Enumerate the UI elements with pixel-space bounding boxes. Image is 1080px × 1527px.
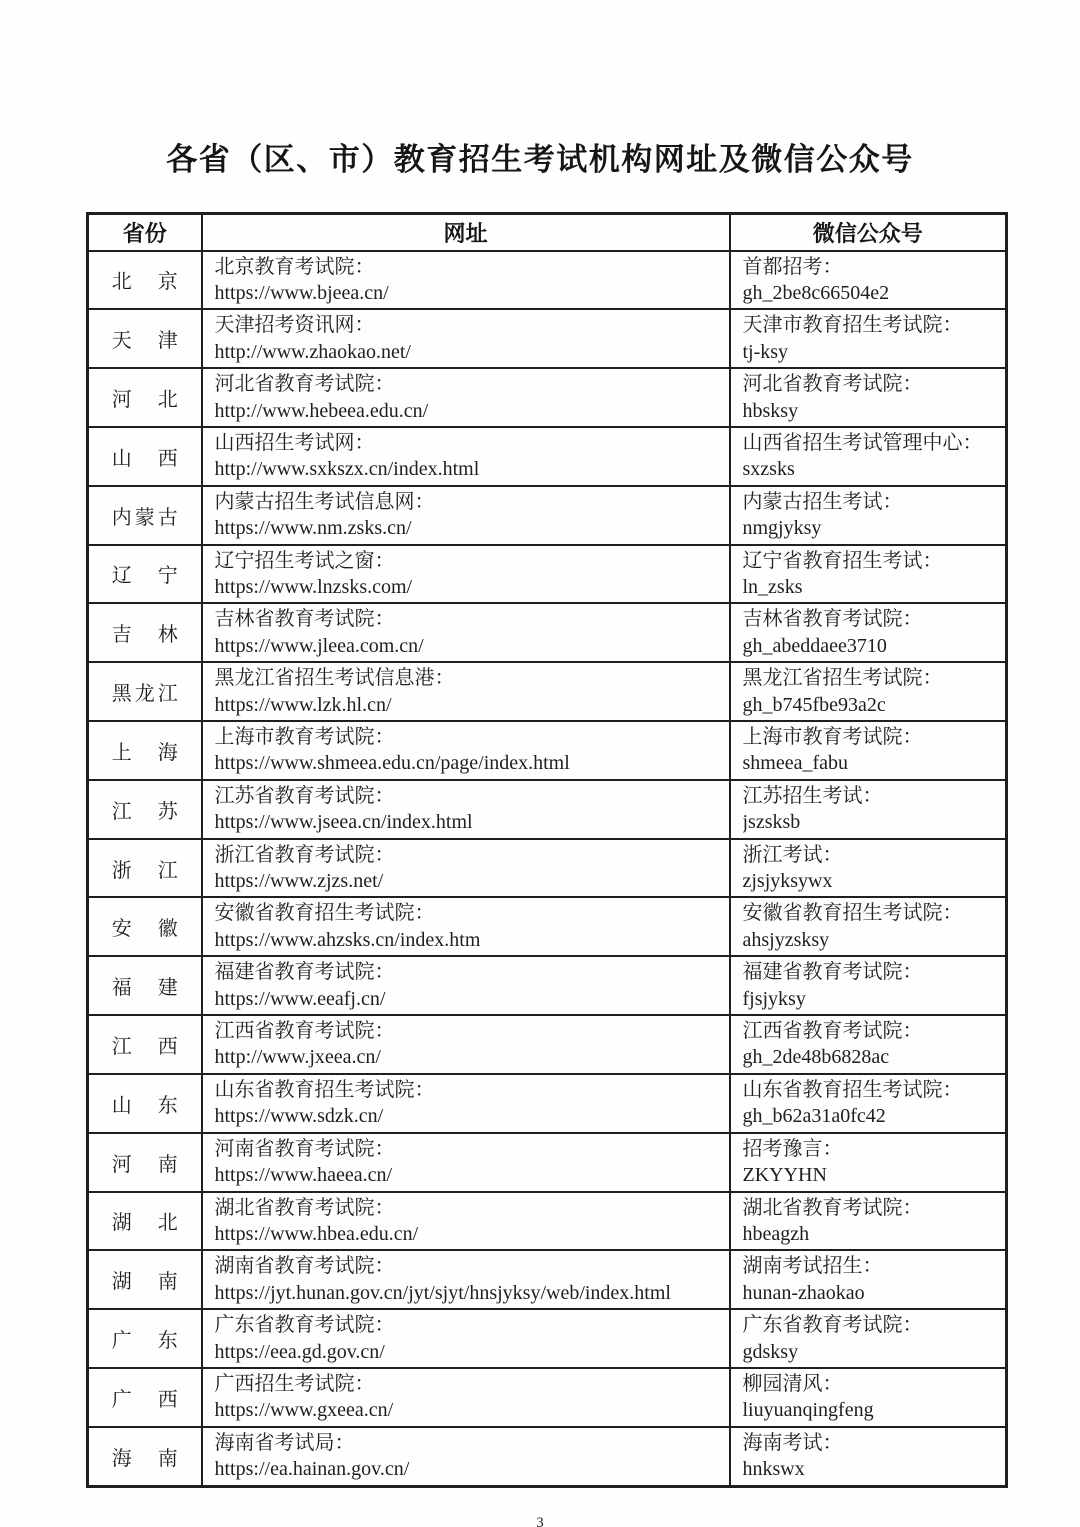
table-row [88,1133,1007,1192]
wechat-cell [730,1250,1007,1309]
website-cell [202,1368,730,1427]
province-name: 北京 [111,271,178,294]
province-cell [88,662,202,721]
website-url: https://www.jleea.com.cn/ [214,634,424,657]
website-cell [202,839,730,898]
website-url: https://ea.hainan.gov.cn/ [214,1458,410,1481]
province-cell [88,1368,202,1427]
wechat-account-id: gh_b745fbe93a2c [742,693,886,716]
wechat-account-id: fjsjyksy [742,987,806,1010]
table-row [88,1250,1007,1309]
col-header-wechat: 微信公众号 [730,214,1007,251]
province-name: 广东 [111,1330,178,1353]
wechat-cell [730,603,1007,662]
website-institution-name: 辽宁招生考试之窗： [214,549,395,572]
website-institution-name: 河北省教育考试院： [214,373,395,396]
wechat-cell [730,251,1007,310]
wechat-cell [730,780,1007,839]
wechat-account-name: 柳园清风： [742,1372,843,1395]
col-header-website: 网址 [202,214,730,251]
website-cell [202,897,730,956]
wechat-account-name: 黑龙江省招生考试院： [742,667,943,690]
header-row [88,214,1007,251]
wechat-account-id: hnkswx [742,1458,805,1481]
wechat-account-name: 湖南考试招生： [742,1255,883,1278]
wechat-cell [730,662,1007,721]
website-cell [202,1250,730,1309]
province-name: 湖北 [111,1212,178,1235]
website-institution-name: 吉林省教育考试院： [214,608,395,631]
wechat-account-id: gh_b62a31a0fc42 [742,1105,886,1128]
website-url: https://www.haeea.cn/ [214,1164,393,1187]
table-row [88,1015,1007,1074]
table-row [88,956,1007,1015]
website-institution-name: 黑龙江省招生考试信息港： [214,667,455,690]
province-name: 山西 [111,447,178,470]
wechat-account-name: 浙江考试： [742,843,843,866]
page-number: 3 [536,1514,544,1527]
province-cell [88,1133,202,1192]
website-cell [202,956,730,1015]
province-cell [88,897,202,956]
province-cell [88,486,202,545]
wechat-account-id: hunan-zhaokao [742,1281,865,1304]
website-institution-name: 福建省教育考试院： [214,961,395,984]
wechat-cell [730,1015,1007,1074]
province-name: 河北 [111,389,178,412]
wechat-account-name: 吉林省教育考试院： [742,608,923,631]
website-url: http://www.hebeea.edu.cn/ [214,399,429,422]
table-row [88,368,1007,427]
website-url: https://www.shmeea.edu.cn/page/index.html [214,752,570,775]
province-name: 广西 [111,1388,178,1411]
table-row [88,486,1007,545]
province-cell [88,368,202,427]
wechat-account-id: sxzsks [742,458,795,481]
table-row [88,839,1007,898]
table-row [88,1309,1007,1368]
province-cell [88,309,202,368]
wechat-account-id: zjsjyksywx [742,870,833,893]
wechat-cell [730,1074,1007,1133]
province-cell [88,1074,202,1133]
website-cell [202,486,730,545]
wechat-cell [730,1133,1007,1192]
website-institution-name: 广西招生考试院： [214,1372,375,1395]
website-cell [202,427,730,486]
website-cell [202,309,730,368]
table-row [88,897,1007,956]
wechat-account-id: hbeagzh [742,1222,810,1245]
province-name: 天津 [111,330,178,353]
website-cell [202,603,730,662]
table-row [88,603,1007,662]
website-cell [202,1192,730,1251]
website-cell [202,1309,730,1368]
wechat-account-id: ln_zsks [742,575,803,598]
wechat-account-name: 天津市教育招生考试院： [742,314,963,337]
province-cell [88,721,202,780]
wechat-account-id: tj-ksy [742,340,789,363]
wechat-account-name: 内蒙古招生考试： [742,490,903,513]
province-cell [88,1192,202,1251]
province-name: 河南 [111,1153,178,1176]
website-institution-name: 天津招考资讯网： [214,314,375,337]
wechat-account-id: jszsksb [742,811,801,834]
wechat-account-name: 山西省招生考试管理中心： [742,431,983,454]
website-institution-name: 北京教育考试院： [214,255,375,278]
province-name: 江西 [111,1035,178,1058]
website-institution-name: 安徽省教育招生考试院： [214,902,435,925]
wechat-cell [730,309,1007,368]
wechat-cell [730,1309,1007,1368]
website-url: http://www.zhaokao.net/ [214,340,411,363]
wechat-cell [730,839,1007,898]
wechat-account-id: gh_abeddaee3710 [742,634,887,657]
table-row [88,1427,1007,1486]
website-institution-name: 海南省考试局： [214,1431,355,1454]
website-institution-name: 江西省教育考试院： [214,1020,395,1043]
website-url: https://www.ahzsks.cn/index.htm [214,928,481,951]
table-row [88,1192,1007,1251]
province-cell [88,545,202,604]
website-cell [202,251,730,310]
province-cell [88,1015,202,1074]
website-url: http://www.sxkszx.cn/index.html [214,458,480,481]
wechat-account-name: 福建省教育考试院： [742,961,923,984]
website-url: https://www.zjzs.net/ [214,870,384,893]
wechat-account-name: 湖北省教育考试院： [742,1196,923,1219]
wechat-cell [730,897,1007,956]
wechat-account-name: 安徽省教育招生考试院： [742,902,963,925]
province-name: 山东 [111,1094,178,1117]
wechat-account-name: 江苏招生考试： [742,784,883,807]
wechat-account-name: 辽宁省教育招生考试： [742,549,943,572]
table-row [88,721,1007,780]
province-name: 海南 [111,1447,178,1470]
website-url: https://www.nm.zsks.cn/ [214,517,412,540]
wechat-account-name: 广东省教育考试院： [742,1314,923,1337]
province-cell [88,1427,202,1486]
website-cell [202,1427,730,1486]
website-cell [202,1015,730,1074]
website-institution-name: 浙江省教育考试院： [214,843,395,866]
wechat-cell [730,956,1007,1015]
website-cell [202,1133,730,1192]
wechat-cell [730,1192,1007,1251]
wechat-account-id: hbsksy [742,399,799,422]
province-name: 浙江 [111,859,178,882]
table-row [88,309,1007,368]
province-name: 安徽 [111,918,178,941]
website-institution-name: 湖南省教育考试院： [214,1255,395,1278]
wechat-account-id: liuyuanqingfeng [742,1399,874,1422]
website-cell [202,368,730,427]
table-row [88,1368,1007,1427]
website-url: https://www.lnzsks.com/ [214,575,413,598]
provinces-table [86,212,1008,1488]
website-institution-name: 河南省教育考试院： [214,1137,395,1160]
col-header-province: 省份 [88,214,202,251]
wechat-cell [730,1427,1007,1486]
wechat-account-name: 首都招考： [742,255,843,278]
website-institution-name: 山东省教育招生考试院： [214,1078,435,1101]
website-url: https://www.hbea.edu.cn/ [214,1222,419,1245]
table-row [88,662,1007,721]
wechat-cell [730,721,1007,780]
website-url: https://www.jseea.cn/index.html [214,811,473,834]
wechat-account-id: shmeea_fabu [742,752,849,775]
province-name: 黑龙江 [111,683,178,706]
province-name: 辽宁 [111,565,178,588]
province-name: 内蒙古 [111,506,178,529]
province-name: 吉林 [111,624,178,647]
website-url: https://www.bjeea.cn/ [214,281,389,304]
province-name: 江苏 [111,800,178,823]
website-cell [202,780,730,839]
province-name: 上海 [111,741,178,764]
website-url: https://eea.gd.gov.cn/ [214,1340,385,1363]
website-url: https://www.gxeea.cn/ [214,1399,394,1422]
wechat-cell [730,427,1007,486]
wechat-account-name: 上海市教育考试院： [742,726,923,748]
website-institution-name: 山西招生考试网： [214,431,375,454]
table-row [88,251,1007,310]
province-cell [88,251,202,310]
website-institution-name: 上海市教育考试院： [214,726,395,748]
website-url: http://www.jxeea.cn/ [214,1046,381,1069]
province-cell [88,1250,202,1309]
table-row [88,427,1007,486]
wechat-account-id: gh_2de48b6828ac [742,1046,890,1069]
wechat-account-id: gdsksy [742,1340,799,1363]
website-url: https://jyt.hunan.gov.cn/jyt/sjyt/hnsjyksy/web/index.html [214,1281,671,1304]
province-cell [88,839,202,898]
wechat-account-id: ZKYYHN [742,1164,827,1187]
province-cell [88,780,202,839]
wechat-account-name: 山东省教育招生考试院： [742,1078,963,1101]
wechat-cell [730,486,1007,545]
table-row [88,1074,1007,1133]
website-institution-name: 内蒙古招生考试信息网： [214,490,435,513]
province-cell [88,956,202,1015]
province-name: 福建 [111,977,178,1000]
website-institution-name: 广东省教育考试院： [214,1314,395,1337]
wechat-cell [730,368,1007,427]
wechat-account-id: nmgjyksy [742,517,822,540]
website-url: https://www.lzk.hl.cn/ [214,693,392,716]
wechat-account-id: ahsjyzsksy [742,928,830,951]
wechat-account-name: 河北省教育考试院： [742,373,923,396]
table-body [88,251,1007,1487]
website-institution-name: 江苏省教育考试院： [214,784,395,807]
table-row [88,780,1007,839]
wechat-cell [730,545,1007,604]
table-row [88,545,1007,604]
page-title: 各省（区、市）教育招生考试机构网址及微信公众号 [166,142,914,177]
wechat-account-name: 招考豫言： [742,1137,843,1160]
wechat-cell [730,1368,1007,1427]
website-cell [202,1074,730,1133]
province-cell [88,1309,202,1368]
website-url: https://www.sdzk.cn/ [214,1105,384,1128]
province-name: 湖南 [111,1271,178,1294]
website-cell [202,721,730,780]
province-cell [88,603,202,662]
wechat-account-id: gh_2be8c66504e2 [742,281,890,304]
province-cell [88,427,202,486]
website-institution-name: 湖北省教育考试院： [214,1196,395,1219]
wechat-account-name: 江西省教育考试院： [742,1020,923,1043]
website-url: https://www.eeafj.cn/ [214,987,386,1010]
website-cell [202,662,730,721]
wechat-account-name: 海南考试： [742,1431,843,1454]
website-cell [202,545,730,604]
